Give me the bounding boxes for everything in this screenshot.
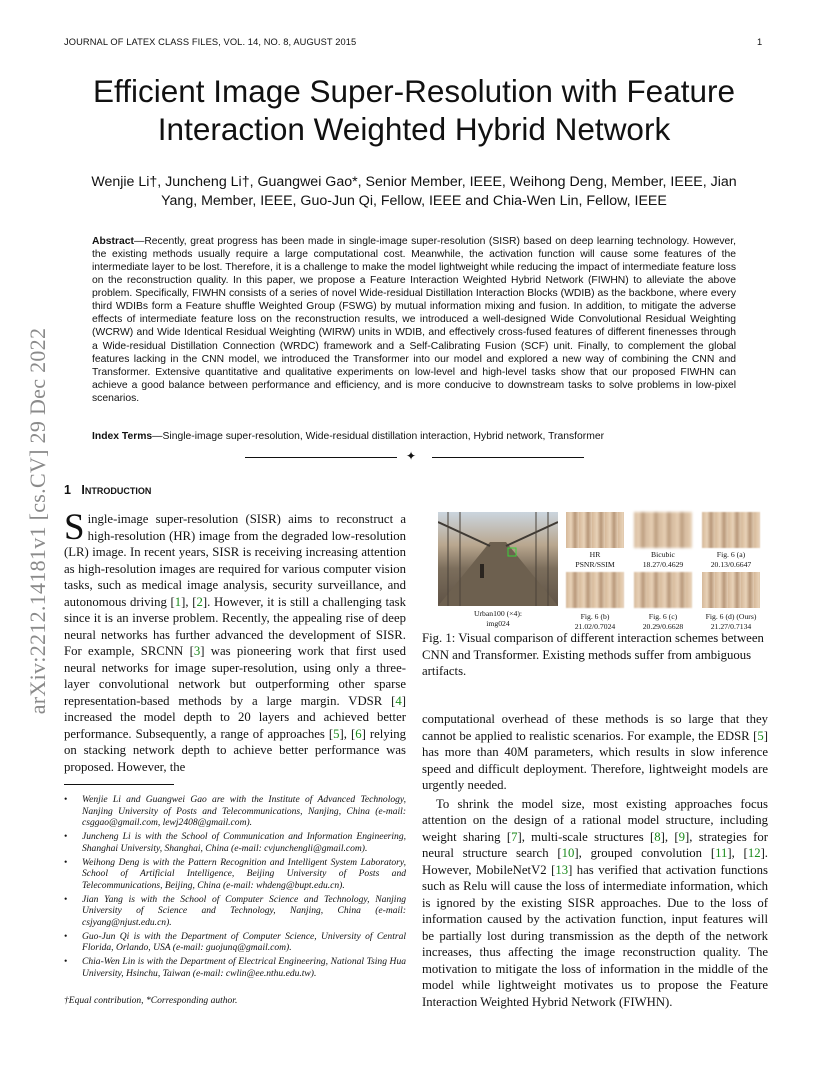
figure-label-score: PSNR/SSIM — [575, 559, 615, 569]
intro-text-5: ] increased the model depth to 20 layers and achieved better performance. Subsequently, a range of approaches [ — [64, 693, 406, 741]
equal-contribution-note: †Equal contribution, *Corresponding author. — [64, 995, 238, 1006]
section-title: Introduction — [81, 483, 152, 497]
bridge-illustration — [438, 512, 558, 606]
figure-patch-hr — [566, 512, 624, 548]
figure-patch-bicubic — [634, 512, 692, 548]
drop-cap: S — [64, 507, 85, 548]
page-number: 1 — [757, 37, 763, 47]
paragraph — [422, 796, 768, 1011]
diamond-ornament-icon: ✦ — [406, 449, 417, 463]
para-text: To shrink the model size, most existing approaches focus attention on the design of a rational model structure, including weight sharing [ — [422, 796, 768, 844]
citation-link[interactable]: 9 — [678, 829, 685, 844]
paper-title — [60, 72, 768, 148]
abstract-label: Abstract — [92, 236, 134, 247]
footnote-item: • Guo-Jun Qi is with the Department of Computer Science, University of Central Florida, Orlando, USA (e-mail: guojunq@gmail.com). — [64, 931, 406, 954]
authors-line-2: Yang, Member, IEEE, Guo-Jun Qi, Fellow, IEEE and Chia-Wen Lin, Fellow, IEEE — [161, 193, 667, 209]
abstract-text: —Recently, great progress has been made in single-image super-resolution (SISR) based on deep learning technology. However, the existing methods usually require a large computational cost. Meanwhile, the activation function will cause some features of the intermediate layer to be lost. Therefore, it is a challenge to make the model lightweight while reducing the impact of intermediate feature loss on the reconstruction quality. In this paper, we propose a Feature Interaction Weighted Hybrid Network (FIWHN) to alleviate the above problem. Specifically, FIWHN consists of a series of novel Wide-residual Distillation Interaction Blocks (WDIB) as the backbone, where every third WDIBs form a Feature shuffle Weighted Group (FSWG) by mutual information mixing and fusion. In addition, to mitigate the adverse effects of intermediate feature loss on the reconstruction results, we introduced a well-designed Wide Convolutional Residual Weighting (WCRW) and Wide Identical Residual Weighting (WIRW) units in WDIB, and effectively cross-fused features of different finenesses through a Wide-residual Distillation Connection (WRDC) framework and a Self-Calibrating Fusion (SCF) unit. Finally, to complement the global features lacking in the CNN model, we introduced the Transformer into our model and explored a new way of combining the CNN and Transformer. Extensive quantitative and qualitative experiments on low-level and high-level tasks show that our proposed FIWHN can achieve a good balance between performance and efficiency, and is more conducive to downstream tasks to solve problems in low-pixel scenarios. — [92, 236, 736, 404]
figure-label — [562, 612, 628, 631]
figure-main-label — [438, 609, 558, 628]
citation-link[interactable]: 5 — [757, 728, 764, 743]
figure-label-score: 21.02/0.7024 — [574, 621, 616, 631]
para-text: ], [ — [727, 846, 748, 860]
title-line-1: Efficient Image Super-Resolution with Feature — [93, 73, 735, 109]
para-text: ], strategies for neural structure search [ — [422, 829, 769, 860]
citation-link[interactable]: 12 — [747, 846, 761, 860]
para-text: ], grouped convolution [ — [574, 846, 716, 860]
figure-main-image — [438, 512, 558, 606]
para-text: ] has more than 40M parameters, which results in slow inference speed and difficult deployment. Therefore, lightweight models are urgently needed. — [422, 728, 768, 792]
intro-text-2: ], [ — [181, 594, 197, 609]
para-text: ]. However, MobileNetV2 [ — [422, 846, 768, 877]
arxiv-id: arXiv:2212.14181v1 [cs.CV] 29 Dec 2022 — [25, 327, 50, 714]
figure-label-score: 20.13/0.6647 — [710, 559, 752, 569]
figure-patch-ours — [702, 572, 760, 608]
citation-link[interactable]: 6 — [355, 726, 362, 741]
index-terms — [92, 431, 736, 442]
citation-link[interactable]: 2 — [196, 594, 203, 609]
figure-label-score: 21.27/0.7134 — [710, 621, 752, 631]
arxiv-stamp — [24, 283, 52, 758]
title-line-2: Interaction Weighted Hybrid Network — [157, 111, 671, 147]
footnote-item: • Juncheng Li is with the School of Communication and Information Engineering, Shanghai University, Shanghai, China (e-mail: cvjunchengli@gmail.com). — [64, 831, 406, 854]
citation-link[interactable]: 5 — [333, 726, 340, 741]
affiliation-footnotes — [64, 794, 406, 982]
intro-text-4: ] was pioneering work that first used neural networks for image super-resolution, using only a three-layer convolutional network but outperforming other sparse representation-based methods by a large margin. VDSR [ — [64, 644, 406, 708]
footnote-rule — [64, 784, 174, 785]
intro-text-3: ]. However, it is still a challenging task since it is an inverse problem. Recently, the appealing rise of deep neural networks has further advanced the development of SISR. For example, SRCNN [ — [64, 594, 406, 658]
para-text: ], multi-scale structures [ — [517, 829, 655, 844]
figure-caption: Fig. 1: Visual comparison of different interaction schemes between CNN and Transformer. Existing methods suffer from ambiguous artifacts. — [422, 631, 764, 678]
right-column — [422, 711, 768, 1010]
figure-label-method: Fig. 6 (c) — [648, 612, 678, 621]
figure-label — [630, 550, 696, 569]
citation-link[interactable]: 7 — [511, 829, 518, 844]
para-text: ] has verified that activation functions such as Relu will cause the loss of intermediate information, which is ignored by the existing SISR approaches. Due to the loss of information caused by the activation function, input features will be partially lost during transmission as the depth of the network increases, thus affecting the image reconstruction quality. The motivation to mitigate the loss of information in the middle of the model while lightweight motivates us to propose the Feature Interaction Weighted Hybrid Network (FIWHN). — [422, 862, 768, 1009]
paragraph — [422, 712, 768, 792]
figure-patch-a — [702, 512, 760, 548]
intro-text-7: ] relying on stacking network depth to achieve better performance was proposed. However, the — [64, 726, 406, 774]
citation-link[interactable]: 8 — [654, 829, 661, 844]
figure-label — [698, 612, 764, 631]
intro-text-6: ], [ — [339, 726, 356, 741]
index-terms-label: Index Terms — [92, 431, 153, 442]
divider-left — [245, 457, 397, 458]
running-header: JOURNAL OF LATEX CLASS FILES, VOL. 14, NO. 8, AUGUST 2015 — [64, 37, 357, 47]
figure-patch-b — [566, 572, 624, 608]
figure-label — [698, 550, 764, 569]
section-heading — [64, 483, 151, 497]
footnote-item: • Jian Yang is with the School of Computer Science and Technology, Nanjing University of Science and Technology, Nanjing, China (e-mail: csjyang@njust.edu.cn). — [64, 894, 406, 929]
citation-link[interactable]: 10 — [561, 846, 575, 860]
citation-link[interactable]: 1 — [174, 594, 182, 609]
abstract — [92, 235, 736, 405]
footnote-item: • Wenjie Li and Guangwei Gao are with the Institute of Advanced Technology, Nanjing University of Posts and Telecommunications, Nanjing, China (e-mail: csggao@gmail.com, lewj2408@gmail.com). — [64, 794, 406, 829]
citation-link[interactable]: 11 — [715, 846, 728, 860]
figure-label — [630, 612, 696, 631]
authors-line-1: Wenjie Li†, Juncheng Li†, Guangwei Gao*, Senior Member, IEEE, Weihong Deng, Member, IEEE, Jian — [91, 174, 737, 190]
intro-text-1: ingle-image super-resolution (SISR) aims to reconstruct a high-resolution (HR) image from the degraded low-resolution (LR) image. In recent years, SISR is receiving increasing attention as high-resolution images are required for various computer vision tasks, such as medical image analysis, security surveillance, and autonomous driving [ — [64, 512, 406, 609]
citation-link[interactable]: 13 — [555, 862, 569, 877]
intro-paragraph — [64, 507, 406, 775]
footnote-item: • Weihong Deng is with the Pattern Recognition and Intelligent System Laboratory, School of Artificial Intelligence, Beijing University of Posts and Telecommunications, Beijing, China (e-mail: whdeng@bupt.edu.cn). — [64, 857, 406, 892]
figure-label-method: HR — [589, 550, 601, 559]
figure-label-method: Fig. 6 (a) — [716, 550, 746, 559]
figure-patch-c — [634, 572, 692, 608]
citation-link[interactable]: 3 — [193, 644, 201, 658]
citation-link[interactable]: 4 — [395, 693, 402, 708]
divider-right — [432, 457, 584, 458]
figure-label-score: 18.27/0.4629 — [642, 559, 684, 569]
figure-label-method: Fig. 6 (b) — [580, 612, 610, 621]
figure-dataset-label: Urban100 (×4): — [473, 609, 523, 618]
para-text: computational overhead of these methods is so large that they cannot be applied to realistic scenarios. For example, the EDSR [ — [422, 712, 768, 743]
figure-label — [562, 550, 628, 569]
figure-label-method: Fig. 6 (d) (Ours) — [705, 612, 757, 621]
section-number: 1 — [64, 483, 71, 497]
footnote-item: • Chia-Wen Lin is with the Department of Electrical Engineering, National Tsing Hua University, Hsinchu, Taiwan (e-mail: cwlin@ee.nthu.edu.tw). — [64, 956, 406, 979]
figure-label-score: 20.29/0.6628 — [642, 621, 684, 631]
para-text: ], [ — [660, 829, 679, 844]
figure-image-id: img024 — [486, 618, 510, 628]
author-list — [70, 173, 758, 211]
figure-label-method: Bicubic — [651, 550, 675, 559]
index-terms-text: —Single-image super-resolution, Wide-residual distillation interaction, Hybrid network, Transformer — [152, 431, 605, 442]
